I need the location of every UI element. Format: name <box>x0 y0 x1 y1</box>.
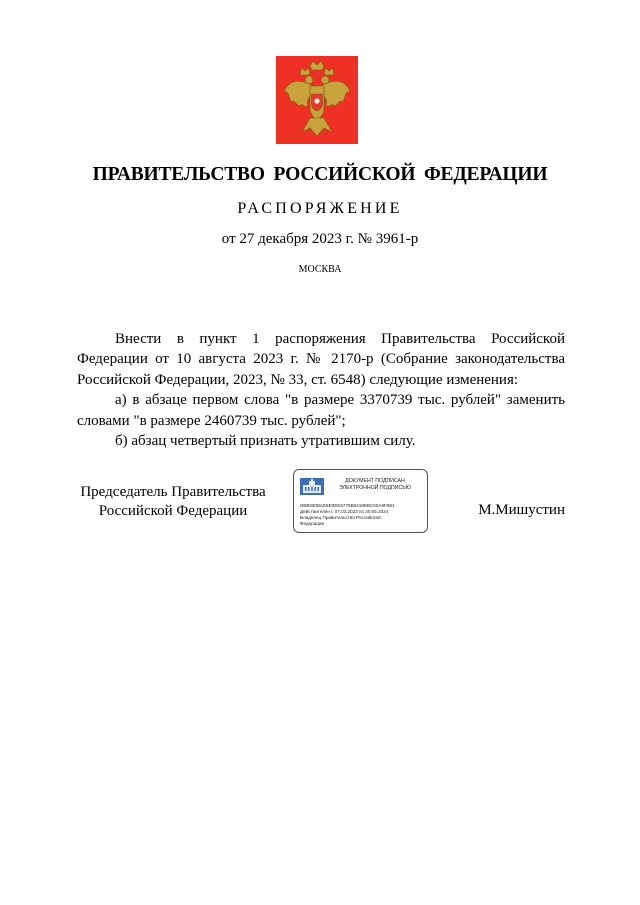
body-paragraph: а) в абзаце первом слова "в размере 3370739 тыс. рублей" заменить словами "в размере 2460739 тыс. рублей"; <box>77 392 565 429</box>
body-paragraph: Внести в пункт 1 распоряжения Правительства Российской Федерации от 10 августа 2023 г. № 2170-р (Собрание законодательства Российской Федерации, 2023, № 33, ст. 6548) следующие изменения: <box>77 331 565 388</box>
signatory-position <box>74 483 272 521</box>
signatory-name: М.Мишустин <box>478 502 565 518</box>
document-date-number: от 27 декабря 2023 г. № 3961-р <box>221 231 419 247</box>
electronic-signature-stamp <box>293 469 428 533</box>
stamp-certificate: 00BEB0BAE8E0EE5775B6219EBC60A9F691 <box>300 503 395 508</box>
signatory-position-line: Российской Федерации <box>98 503 248 519</box>
stamp-owner: Владелец Правительство Российской <box>300 515 381 520</box>
document-city: МОСКВА <box>298 264 342 275</box>
stamp-header-line: ДОКУМЕНТ ПОДПИСАН <box>345 478 405 484</box>
document-type: РАСПОРЯЖЕНИЕ <box>237 200 403 217</box>
government-building-icon <box>300 478 324 495</box>
coat-of-arms-emblem <box>276 56 358 144</box>
body-paragraph: б) абзац четвертый признать утратившим силу. <box>115 433 416 450</box>
stamp-owner: Федерации <box>300 521 325 526</box>
issuer-title: ПРАВИТЕЛЬСТВО РОССИЙСКОЙ ФЕДЕРАЦИИ <box>92 164 548 185</box>
stamp-header-line: ЭЛЕКТРОННОЙ ПОДПИСЬЮ <box>339 485 411 491</box>
stamp-validity: Действителен с 07.03.2023 по 30.05.2024 <box>300 509 389 514</box>
russian-coat-of-arms-icon <box>276 56 358 144</box>
stamp-details <box>300 503 426 527</box>
document-body <box>77 329 565 451</box>
stamp-header <box>326 478 424 492</box>
signatory-position-line: Председатель Правительства <box>80 484 266 500</box>
